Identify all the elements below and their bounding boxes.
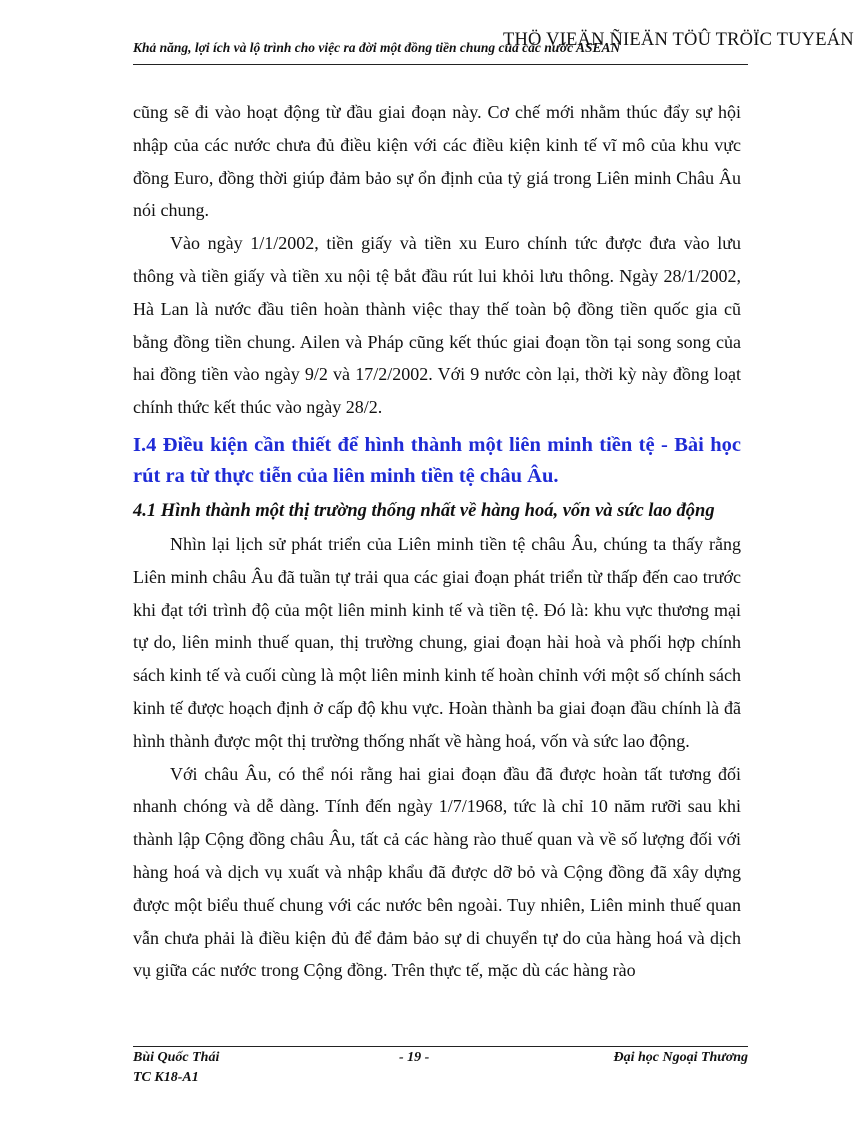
body-paragraph: Vào ngày 1/1/2002, tiền giấy và tiền xu Euro chính tức được đưa vào lưu thông và tiền giấy và tiền xu nội tệ bắt đầu rút lui khỏi lưu thông. Ngày 28/1/2002, Hà Lan là nước đầu tiên hoàn thành việc thay thế toàn bộ đồng tiền quốc gia cũ bằng đồng tiền chung. Ailen và Pháp cũng kết thúc giai đoạn tồn tại song song của hai đồng tiền vào ngày 9/2 và 17/2/2002. Với 9 nước còn lại, thời kỳ này đồng loạt chính thức kết thúc vào ngày 28/2.: [133, 233, 741, 418]
library-watermark: THÖ VIEÄN ÑIEÄN TÖÛ TRÖÏC TUYEÁN: [503, 30, 854, 50]
section-heading: I.4 Điều kiện cần thiết để hình thành một liên minh tiền tệ - Bài học rút ra từ thực tiễn của liên minh tiền tệ châu Âu.: [133, 433, 741, 487]
subsection-heading: 4.1 Hình thành một thị trường thống nhất về hàng hoá, vốn và sức lao động: [133, 500, 715, 521]
page-body: [133, 96, 741, 987]
footer-school: Đại học Ngoại Thương: [613, 1050, 748, 1065]
footer-class: TC K18-A1: [133, 1070, 199, 1085]
page-header: [133, 26, 854, 62]
running-header-title: Khả năng, lợi ích và lộ trình cho việc ra đời một đồng tiền chung của các nước ASEAN: [133, 40, 621, 55]
body-paragraph: Với châu Âu, có thể nói rằng hai giai đoạn đầu đã được hoàn tất tương đối nhanh chóng và dễ dàng. Tính đến ngày 1/7/1968, tức là chỉ 10 năm rưỡi sau khi thành lập Cộng đồng châu Âu, tất cả các hàng rào thuế quan và về số lượng đối với hàng hoá và dịch vụ xuất và nhập khẩu đã được dỡ bỏ và Cộng đồng đã xây dựng được một biểu thuế chung với các nước bên ngoài. Tuy nhiên, Liên minh thuế quan vẫn chưa phải là điều kiện đủ để đảm bảo sự di chuyển tự do của hàng hoá và dịch vụ giữa các nước trong Cộng đồng. Trên thực tế, mặc dù các hàng rào: [133, 763, 741, 981]
body-paragraph: Nhìn lại lịch sử phát triển của Liên minh tiền tệ châu Âu, chúng ta thấy rằng Liên minh châu Âu đã tuần tự trải qua các giai đoạn phát triển từ thấp đến cao trước khi đạt tới trình độ của một liên minh kinh tế và tiền tệ. Đó là: khu vực thương mại tự do, liên minh thuế quan, thị trường chung, giai đoạn hài hoà và phối hợp chính sách kinh tế và cuối cùng là một liên minh kinh tế hoàn chỉnh với một số chính sách kinh tế được hoạch định ở cấp độ khu vực. Hoàn thành ba giai đoạn đầu chính là đã hình thành được một thị trường thống nhất về hàng hoá, vốn và sức lao động.: [133, 533, 741, 751]
header-divider: [133, 64, 748, 65]
body-paragraph: cũng sẽ đi vào hoạt động từ đầu giai đoạn này. Cơ chế mới nhằm thúc đẩy sự hội nhập của các nước chưa đủ điều kiện với các điều kiện kinh tế vĩ mô của khu vực đồng Euro, đồng thời giúp đảm bảo sự ổn định của tỷ giá trong Liên minh Châu Âu nói chung.: [133, 102, 741, 221]
footer-divider: [133, 1046, 748, 1047]
page-number: - 19 -: [399, 1050, 430, 1065]
footer-author: Bùi Quốc Thái: [133, 1050, 220, 1065]
